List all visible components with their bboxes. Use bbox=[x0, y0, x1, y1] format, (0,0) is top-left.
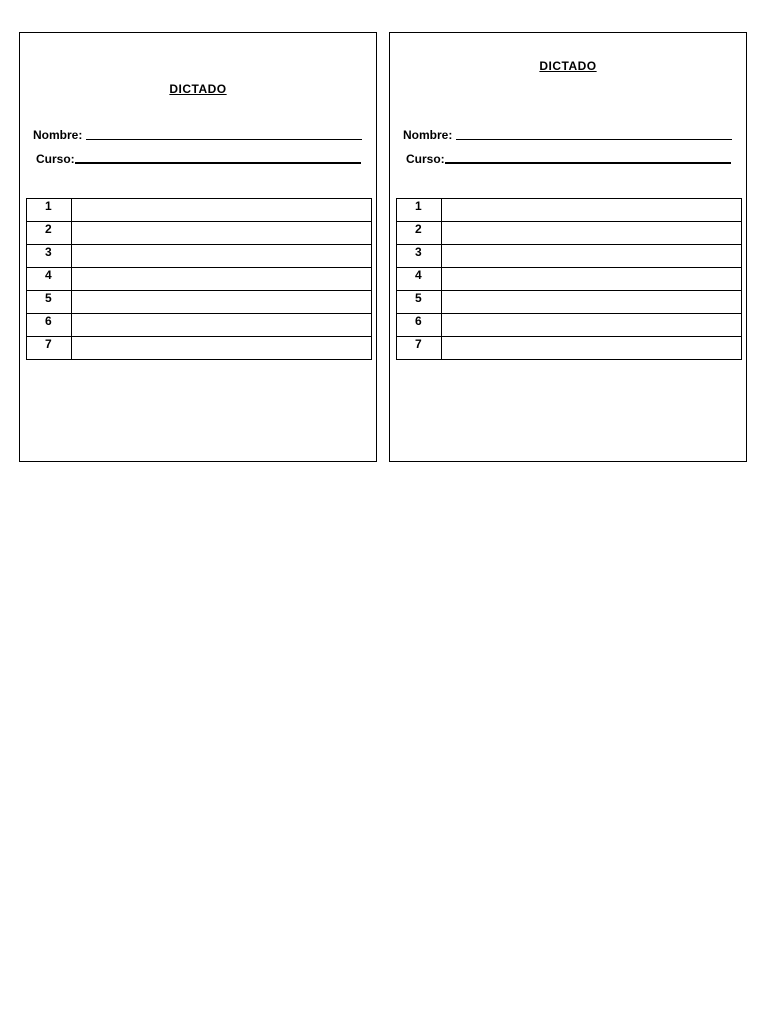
table-row bbox=[397, 245, 742, 268]
table-row bbox=[27, 291, 372, 314]
answer-cell[interactable] bbox=[442, 291, 742, 314]
table-row bbox=[27, 314, 372, 337]
name-label: Nombre: bbox=[33, 128, 83, 142]
card-title: DICTADO bbox=[539, 59, 597, 73]
row-number: 4 bbox=[27, 268, 72, 291]
row-number: 2 bbox=[397, 222, 442, 245]
course-label: Curso: bbox=[36, 152, 75, 166]
dictation-card-left bbox=[19, 32, 377, 462]
row-number: 2 bbox=[27, 222, 72, 245]
answer-cell[interactable] bbox=[72, 199, 372, 222]
row-number: 5 bbox=[397, 291, 442, 314]
table-row bbox=[27, 245, 372, 268]
table-row bbox=[27, 337, 372, 360]
row-number: 3 bbox=[27, 245, 72, 268]
answer-cell[interactable] bbox=[442, 337, 742, 360]
answer-cell[interactable] bbox=[72, 222, 372, 245]
name-field bbox=[403, 128, 732, 142]
table-row bbox=[397, 314, 742, 337]
table-row bbox=[27, 199, 372, 222]
row-number: 6 bbox=[397, 314, 442, 337]
table-row bbox=[397, 337, 742, 360]
course-field bbox=[36, 152, 361, 166]
course-blank-line[interactable] bbox=[445, 162, 731, 164]
table-row bbox=[397, 199, 742, 222]
course-blank-line[interactable] bbox=[75, 162, 361, 164]
course-label: Curso: bbox=[406, 152, 445, 166]
row-number: 5 bbox=[27, 291, 72, 314]
answer-cell[interactable] bbox=[442, 245, 742, 268]
dictation-card-right bbox=[389, 32, 747, 462]
answer-cell[interactable] bbox=[72, 314, 372, 337]
name-field bbox=[33, 128, 362, 142]
answer-cell[interactable] bbox=[72, 268, 372, 291]
table-row bbox=[27, 222, 372, 245]
row-number: 1 bbox=[27, 199, 72, 222]
row-number: 1 bbox=[397, 199, 442, 222]
answer-cell[interactable] bbox=[442, 268, 742, 291]
answer-cell[interactable] bbox=[442, 222, 742, 245]
answer-cell[interactable] bbox=[442, 199, 742, 222]
answer-cell[interactable] bbox=[442, 314, 742, 337]
row-number: 7 bbox=[27, 337, 72, 360]
answer-table bbox=[396, 198, 742, 360]
row-number: 6 bbox=[27, 314, 72, 337]
answer-cell[interactable] bbox=[72, 291, 372, 314]
table-row bbox=[27, 268, 372, 291]
answer-cell[interactable] bbox=[72, 245, 372, 268]
name-label: Nombre: bbox=[403, 128, 453, 142]
table-row bbox=[397, 268, 742, 291]
row-number: 3 bbox=[397, 245, 442, 268]
answer-table bbox=[26, 198, 372, 360]
table-row bbox=[397, 222, 742, 245]
answer-cell[interactable] bbox=[72, 337, 372, 360]
card-title: DICTADO bbox=[169, 82, 227, 96]
row-number: 4 bbox=[397, 268, 442, 291]
table-row bbox=[397, 291, 742, 314]
name-blank-line[interactable] bbox=[456, 139, 732, 140]
course-field bbox=[406, 152, 731, 166]
row-number: 7 bbox=[397, 337, 442, 360]
name-blank-line[interactable] bbox=[86, 139, 362, 140]
